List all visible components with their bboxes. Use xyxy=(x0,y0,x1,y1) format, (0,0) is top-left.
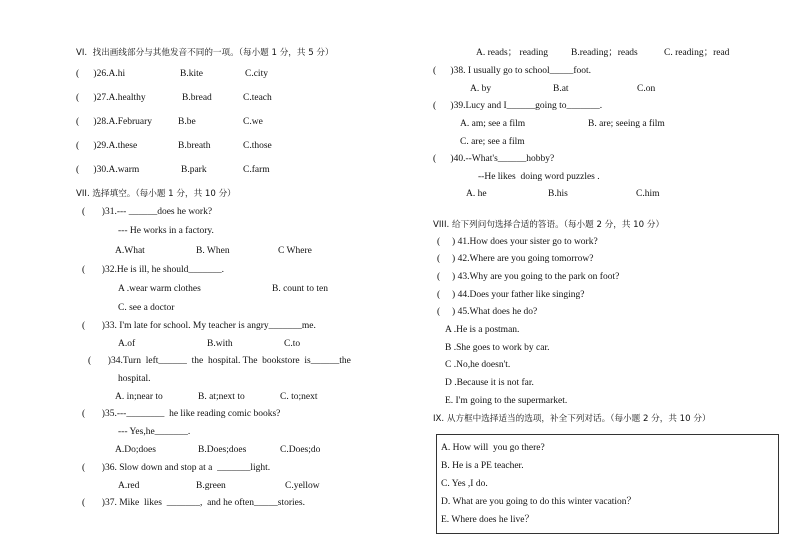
q38-option-c: C.on xyxy=(637,84,656,94)
q31-option-b: B. When xyxy=(196,246,230,256)
q32-option-b: B. count to ten xyxy=(272,284,328,294)
q37-option-b: B.reading；reads xyxy=(571,48,638,58)
q30-option-b: B.park xyxy=(181,165,207,175)
q31-stem: ( )31.--- ______does he work? xyxy=(82,207,213,217)
q38-option-a: A. by xyxy=(470,84,492,94)
q35-option-b: B.Does;does xyxy=(198,445,247,455)
q31-option-a: A.What xyxy=(115,246,145,256)
q26-option-b: B.kite xyxy=(180,69,203,79)
q28-option-b: B.be xyxy=(178,117,196,127)
q33-stem: ( )33. I'm late for school. My teacher is angry_______me. xyxy=(82,321,316,331)
q36-stem: ( )36. Slow down and stop at a _______light. xyxy=(82,463,271,473)
q40-reply: --He likes doing word puzzles . xyxy=(478,172,600,182)
q29-stem: ( )29.A.these xyxy=(76,141,138,151)
answer-c: C .No,he doesn't. xyxy=(445,360,511,370)
answer-a: A .He is a postman. xyxy=(445,325,520,335)
box-option-e: E. Where does he live？ xyxy=(441,515,534,525)
box-option-d: D. What are you going to do this winter vacation？ xyxy=(441,497,637,507)
q31-option-c: C Where xyxy=(278,246,312,256)
q35-option-a: A.Do;does xyxy=(115,445,156,455)
answer-e: E. I'm going to the supermarket. xyxy=(445,396,568,406)
box-option-a: A. How will you go there? xyxy=(441,443,545,453)
q37-option-a: A. reads； reading xyxy=(476,48,549,58)
q33-option-a: A.of xyxy=(118,339,136,349)
box-option-c: C. Yes ,I do. xyxy=(441,479,488,489)
q26-option-c: C.city xyxy=(245,69,268,79)
q38-option-b: B.at xyxy=(553,84,569,94)
q32-option-c: C. see a doctor xyxy=(118,303,175,313)
q32-option-a: A .wear warm clothes xyxy=(118,284,201,294)
q39-stem: ( )39.Lucy and I______going to_______. xyxy=(433,101,603,111)
q35-option-c: C.Does;do xyxy=(280,445,321,455)
answer-d: D .Because it is not far. xyxy=(445,378,534,388)
q43-question: ( ) 43.Why are you going to the park on foot? xyxy=(437,272,620,282)
q41-question: ( ) 41.How does your sister go to work? xyxy=(437,237,598,247)
q38-stem: ( )38. I usually go to school_____foot. xyxy=(433,66,592,76)
answer-b: B .She goes to work by car. xyxy=(445,343,550,353)
q35-stem: ( )35.---________ he like reading comic books? xyxy=(82,409,281,419)
section-7-title: VII. 选择填空。（每小题 1 分，共 10 分） xyxy=(76,189,236,199)
q29-option-c: C.those xyxy=(243,141,272,151)
q28-stem: ( )28.A.February xyxy=(76,117,152,127)
q37-stem: ( )37. Mike likes _______, and he often_____stories. xyxy=(82,498,305,508)
q33-option-c: C.to xyxy=(284,339,301,349)
q34-stem-cont: hospital. xyxy=(118,374,151,384)
q40-stem: ( )40.--What's______hobby? xyxy=(433,154,555,164)
q39-option-b: B. are; seeing a film xyxy=(588,119,665,129)
q36-option-a: A.red xyxy=(118,481,140,491)
q32-stem: ( )32.He is ill, he should_______. xyxy=(82,265,224,275)
q45-question: ( ) 45.What does he do? xyxy=(437,307,538,317)
q34-stem: ( )34.Turn left______ the hospital. The bookstore is______the xyxy=(88,356,351,366)
section-6-title: VI. 找出画线部分与其他发音不同的一项。（每小题 1 分，共 5 分） xyxy=(76,48,334,58)
q39-option-a: A. am; see a film xyxy=(460,119,526,129)
q31-reply: --- He works in a factory. xyxy=(118,226,214,236)
q34-option-b: B. at;next to xyxy=(198,392,245,402)
q36-option-b: B.green xyxy=(196,481,226,491)
q29-option-b: B.breath xyxy=(178,141,211,151)
q39-option-c: C. are; see a film xyxy=(460,137,525,147)
q34-option-c: C. to;next xyxy=(280,392,318,402)
q30-option-c: C.farm xyxy=(243,165,270,175)
q26-stem: ( )26.A.hi xyxy=(76,69,126,79)
q27-option-b: B.bread xyxy=(182,93,212,103)
q33-option-b: B.with xyxy=(207,339,233,349)
q37-option-c: C. reading；read xyxy=(664,48,730,58)
q28-option-c: C.we xyxy=(243,117,263,127)
section-9-title: IX. 从方框中选择适当的选项，补全下列对话。（每小题 2 分，共 10 分） xyxy=(433,414,711,424)
section-8-title: VIII. 给下列问句选择合适的答语。（每小题 2 分，共 10 分） xyxy=(433,220,665,230)
q44-question: ( ) 44.Does your father like singing? xyxy=(437,290,585,300)
q40-option-c: C.him xyxy=(636,189,660,199)
box-option-b: B. He is a PE teacher. xyxy=(441,461,524,471)
q27-stem: ( )27.A.healthy xyxy=(76,93,146,103)
q36-option-c: C.yellow xyxy=(285,481,320,491)
q40-option-b: B.his xyxy=(548,189,568,199)
q30-stem: ( )30.A.warm xyxy=(76,165,140,175)
q35-reply: --- Yes,he_______. xyxy=(118,427,191,437)
q34-option-a: A. in;near to xyxy=(115,392,163,402)
q42-question: ( ) 42.Where are you going tomorrow? xyxy=(437,254,594,264)
q27-option-c: C.teach xyxy=(243,93,272,103)
q40-option-a: A. he xyxy=(466,189,487,199)
